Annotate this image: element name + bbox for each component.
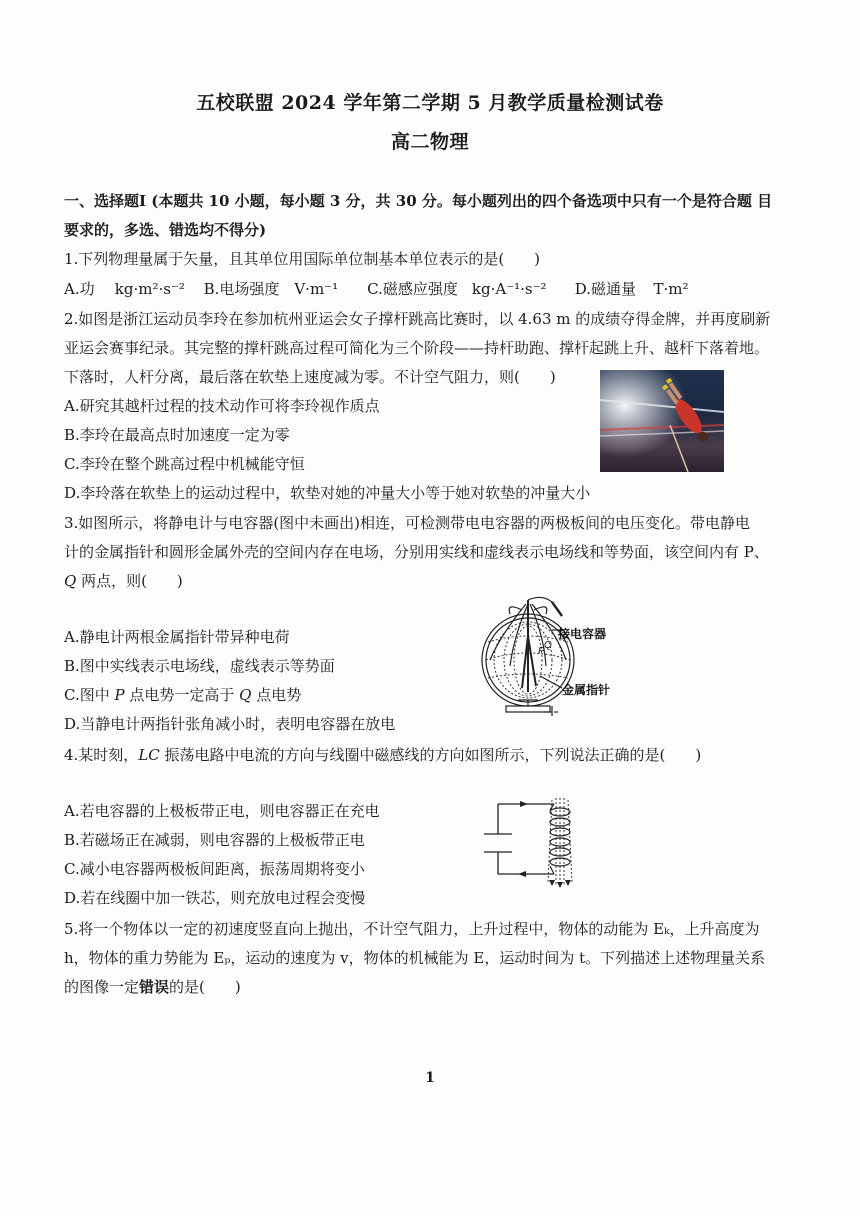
q4-stem-part2: 振荡电路中电流的方向与线圈中磁感线的方向如图所示，下列说法正确的是( ) [159, 746, 702, 764]
q3-stem-line3 [64, 570, 183, 591]
label-metal-needle: 金属指针 [562, 683, 611, 697]
q3-stem-line1: 3.如图所示，将静电计与电容器(图中未画出)相连，可检测带电电容器的两极板间的电压变化。带电静电 [64, 514, 751, 532]
page-number: 1 [425, 1070, 435, 1086]
lc-circuit-figure [478, 794, 588, 890]
q2-option-b: B.李玲在最高点时加速度一定为零 [64, 426, 290, 444]
q4-option-b: B.若磁场正在减弱，则电容器的上极板带正电 [64, 831, 365, 849]
q3-option-c-p: P [114, 686, 125, 704]
q4-option-c: C.减小电容器两极板间距离，振荡周期将变小 [64, 860, 365, 878]
q1-option-c-unit: kg·A⁻¹·s⁻² [471, 280, 547, 298]
q4-option-a: A.若电容器的上极板带正电，则电容器正在充电 [64, 802, 380, 820]
q4-stem-part1: 4.某时刻， [64, 746, 139, 764]
q3-option-c [64, 684, 301, 705]
q1-option-b-unit: V·m⁻¹ [294, 280, 339, 298]
section-heading-line2: 要求的，多选、错选均不得分) [64, 221, 267, 239]
q3-option-d: D.当静电计两指针张角减小时，表明电容器在放电 [64, 715, 396, 733]
q2-option-d: D.李玲落在软垫上的运动过程中，软垫对她的冲量大小等于她对软垫的冲量大小 [64, 484, 591, 502]
q1-option-b-label: B.电场强度 [203, 280, 280, 298]
q2-option-a: A.研究其越杆过程的技术动作可将李玲视作质点 [64, 397, 380, 415]
q5-stem-line1: 5.将一个物体以一定的初速度竖直向上抛出，不计空气阻力，上升过程中，物体的动能为 Eₖ，上升高度为 [64, 920, 760, 938]
q2-stem-line2: 亚运会赛事纪录。其完整的撑杆跳高过程可简化为三个阶段——持杆助跑、撑杆起跳上升、越杆下落着地。 [64, 339, 770, 357]
q3-option-c-part3: 点电势 [251, 686, 302, 704]
q2-stem-line1: 2.如图是浙江运动员李玲在参加杭州亚运会女子撑杆跳高比赛时，以 4.63 m 的成绩夺得金牌，并再度刷新 [64, 310, 771, 328]
q3-stem-tail: 两点，则( ) [76, 572, 183, 590]
q1-option-a-unit: kg·m²·s⁻² [114, 280, 185, 298]
label-point-p: P [538, 646, 545, 657]
q4-option-d: D.若在线圈中加一铁芯，则充放电过程会变慢 [64, 889, 366, 907]
exam-title: 五校联盟 2024 学年第二学期 5 月教学质量检测试卷 [196, 92, 664, 114]
q1-options [64, 278, 688, 299]
q3-option-c-part2: 点电势一定高于 [124, 686, 240, 704]
q3-option-c-part1: C.图中 [64, 686, 115, 704]
q3-point-q: Q [64, 572, 77, 590]
section-heading-line1: 一、选择题Ⅰ (本题共 10 小题，每小题 3 分，共 30 分。每小题列出的四个备选项中只有一个是符合题 目 [64, 192, 773, 210]
q1-option-a-label: A.功 [64, 280, 95, 298]
pole-vault-photo [600, 370, 724, 472]
q3-stem-line2: 计的金属指针和圆形金属外壳的空间内存在电场，分别用实线和虚线表示电场线和等势面，该空间内有 P、 [64, 543, 769, 561]
q4-stem-lc: LC [138, 746, 160, 764]
exam-subject: 高二物理 [390, 131, 469, 153]
q3-option-b: B.图中实线表示电场线，虚线表示等势面 [64, 657, 335, 675]
q1-option-c-label: C.磁感应强度 [367, 280, 458, 298]
q5-stem-part3: 的是( ) [169, 978, 241, 996]
electroscope-figure [470, 596, 640, 720]
q1-option-d-unit: T·m² [653, 280, 689, 298]
q3-option-a: A.静电计两根金属指针带异种电荷 [64, 628, 290, 646]
q5-stem-line3 [64, 976, 241, 997]
q1-stem: 1.下列物理量属于矢量，且其单位用国际单位制基本单位表示的是( ) [64, 250, 541, 268]
q3-option-c-q: Q [239, 686, 252, 704]
q2-stem-line3: 下落时，人杆分离，最后落在软垫上速度减为零。不计空气阻力，则( ) [64, 368, 556, 386]
q4-stem [64, 744, 701, 765]
q1-option-d-label: D.磁通量 [574, 280, 636, 298]
q2-option-c: C.李玲在整个跳高过程中机械能守恒 [64, 455, 305, 473]
q5-stem-emphasis: 错误 [139, 978, 170, 996]
label-connect-capacitor: 接电容器 [558, 627, 607, 641]
q5-stem-part1: 的图像一定 [64, 978, 140, 996]
label-point-q: Q [544, 640, 552, 651]
q5-stem-line2: h，物体的重力势能为 Eₚ，运动的速度为 v，物体的机械能为 E，运动时间为 t。下列描述上述物理量关系 [64, 949, 766, 967]
